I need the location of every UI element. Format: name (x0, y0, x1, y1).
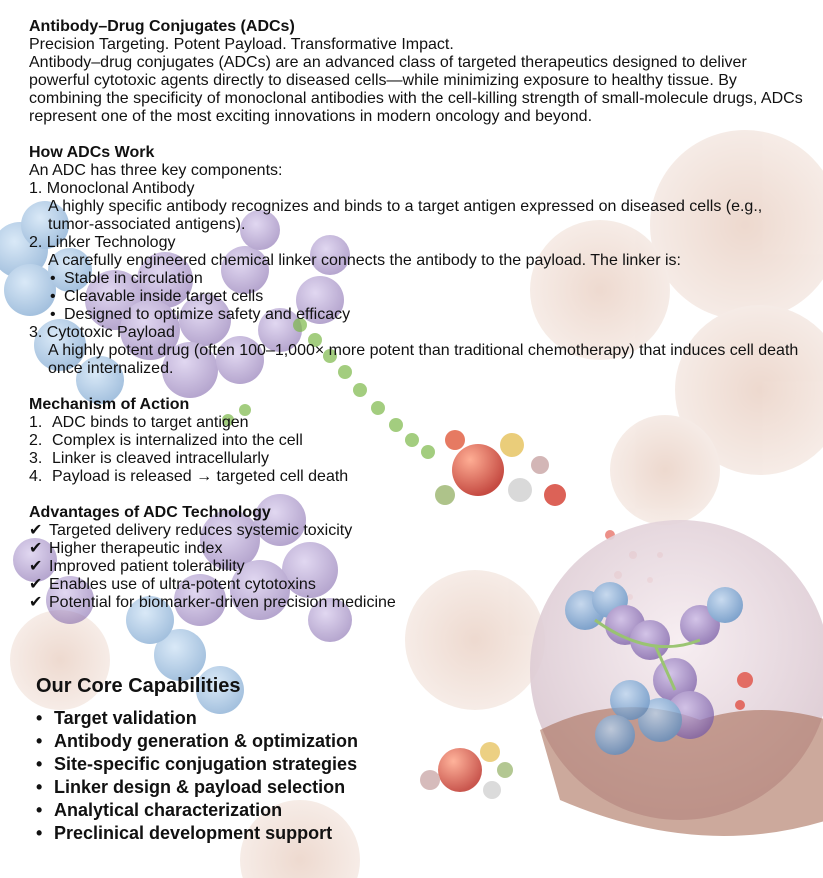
component-desc-antibody: A highly specific antibody recognizes and binds to a target antigen expressed on diseased cells (e.g., tumor-associated antigens). (48, 198, 763, 233)
component-desc-linker: A carefully engineered chemical linker connects the antibody to the payload. The linker is: (48, 252, 681, 269)
component-desc-payload: A highly potent drug (often 100–1,000× more potent than traditional chemotherapy) that induces cell death once internalized. (48, 342, 799, 377)
component-label-linker: 2. Linker Technology (29, 234, 176, 251)
mechanism-steps (29, 414, 809, 486)
section-title-mechanism: Mechanism of Action (29, 396, 190, 413)
how-lead: An ADC has three key components: (29, 162, 283, 179)
core-capabilities (36, 674, 536, 845)
section-title-how: How ADCs Work (29, 144, 155, 161)
list-item: • Target validation (36, 708, 197, 728)
core-list (36, 707, 536, 845)
list-item: • Stable in circulation (48, 270, 809, 288)
linker-bullets (48, 270, 809, 324)
list-item: 4. Payload is released → targeted cell death (29, 468, 349, 485)
list-item: ✔ Potential for biomarker-driven precision medicine (29, 594, 809, 612)
list-item: • Site-specific conjugation strategies (36, 754, 358, 774)
list-item: 3. Linker is cleaved intracellularly (29, 450, 269, 467)
bullet-dot: • (36, 777, 43, 797)
spacer (29, 126, 809, 144)
section-title-advantages: Advantages of ADC Technology (29, 504, 271, 521)
bullet-dot: • (36, 708, 43, 728)
list-item: 1. ADC binds to target antigen (29, 414, 249, 431)
list-item: • Preclinical development support (36, 823, 333, 843)
spacer (29, 378, 809, 396)
list-item: ✔ Enables use of ultra-potent cytotoxins (29, 576, 809, 594)
list-item: ✔ Targeted delivery reduces systemic toxicity (29, 522, 809, 540)
intro-paragraph: Antibody–drug conjugates (ADCs) are an advanced class of targeted therapeutics designed to deliver powerful cytotoxic agents directly to diseased cells—while minimizing exposure to healthy tissue. By combining the specificity of monoclonal antibodies with the cell-killing strength of small-molecule drugs, ADCs represent one of the most exciting innovations in modern oncology and beyond. (29, 54, 803, 125)
spacer (29, 486, 809, 504)
list-item: • Cleavable inside target cells (48, 288, 809, 306)
list-item: ✔ Higher therapeutic index (29, 540, 809, 558)
component-label-antibody: 1. Monoclonal Antibody (29, 180, 195, 197)
page-title: Antibody–Drug Conjugates (ADCs) (29, 18, 295, 35)
list-item: 2. Complex is internalized into the cell (29, 432, 303, 449)
tagline: Precision Targeting. Potent Payload. Transformative Impact. (29, 36, 454, 53)
list-item: ✔ Improved patient tolerability (29, 558, 809, 576)
list-item: • Antibody generation & optimization (36, 731, 358, 751)
component-label-payload: 3. Cytotoxic Payload (29, 324, 175, 341)
list-item: • Designed to optimize safety and efficacy (48, 306, 809, 324)
list-item: • Linker design & payload selection (36, 777, 346, 797)
bullet-dot: • (36, 731, 43, 751)
section-title-core: Our Core Capabilities (36, 675, 241, 697)
advantages-list (29, 522, 809, 612)
bullet-dot: • (36, 754, 43, 774)
bullet-dot: • (36, 823, 43, 843)
article (29, 18, 809, 612)
list-item: • Analytical characterization (36, 800, 283, 820)
bullet-dot: • (36, 800, 43, 820)
